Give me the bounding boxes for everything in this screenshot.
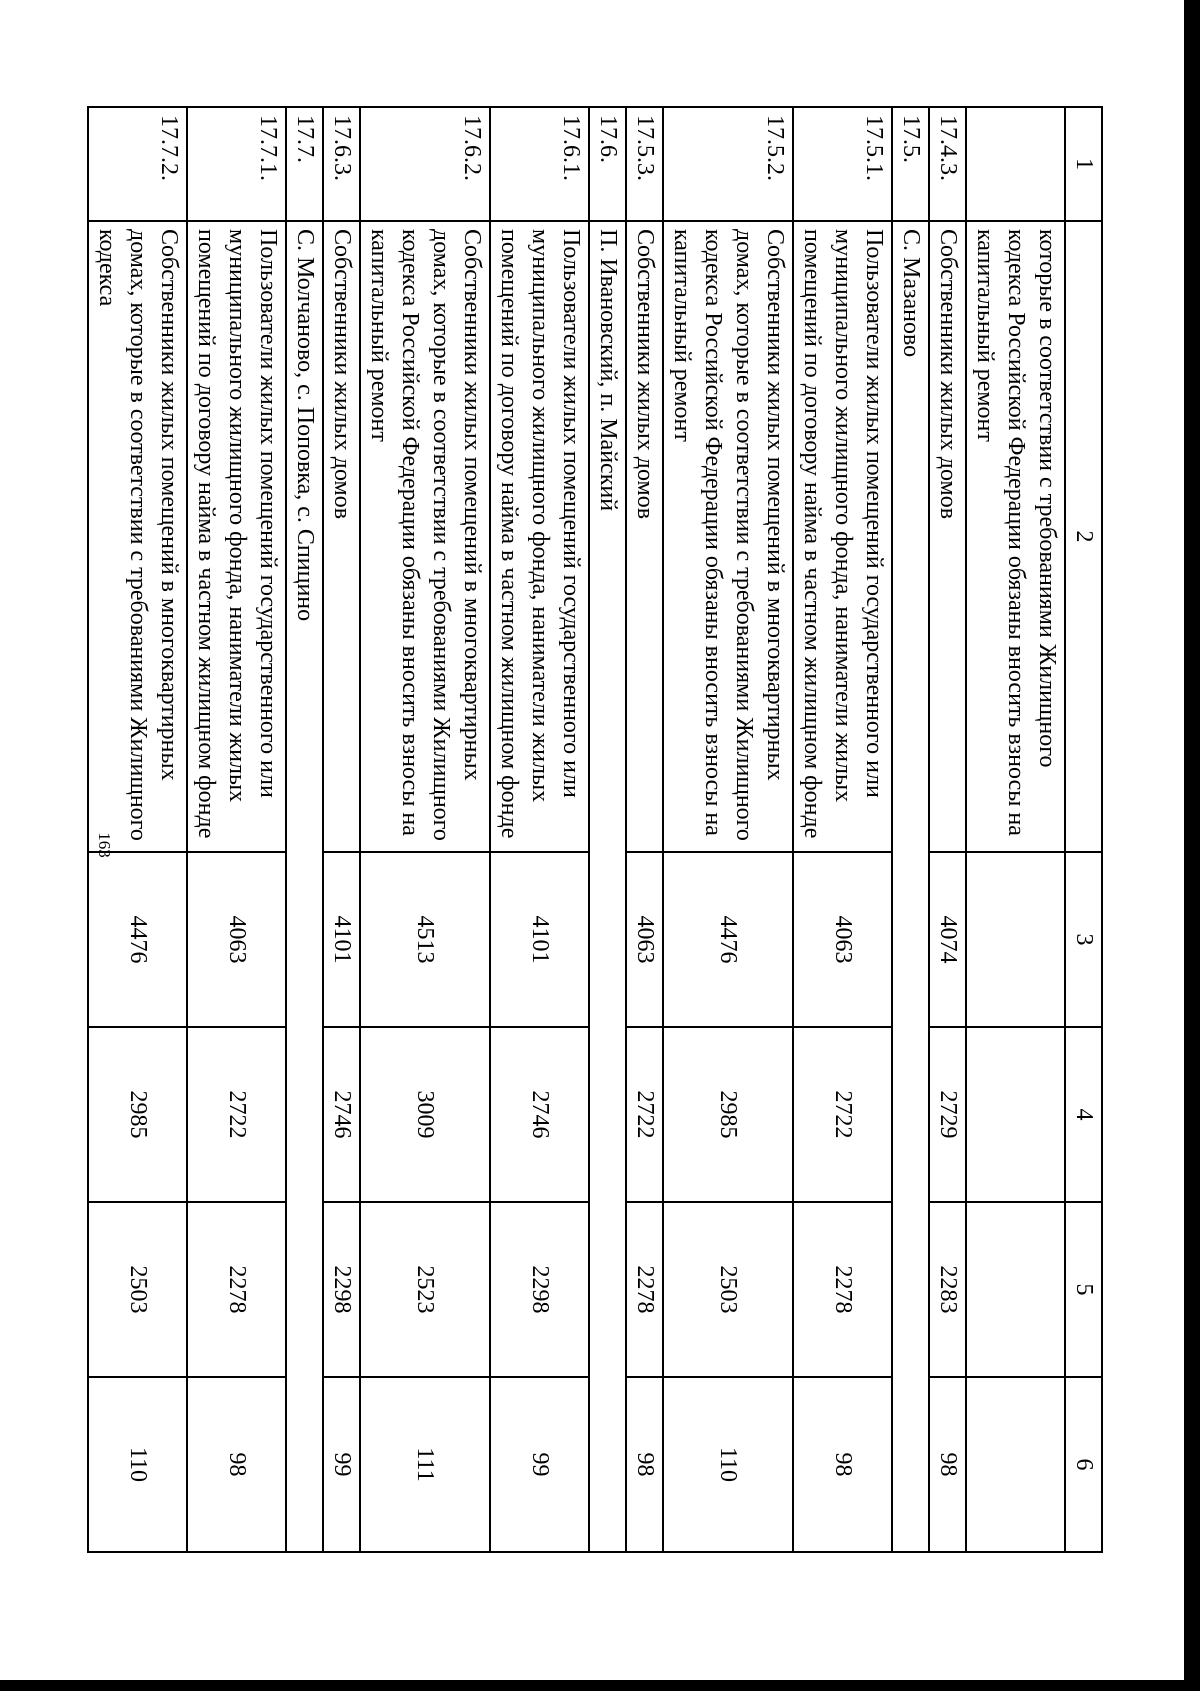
header-col-1: 1 <box>1065 107 1102 221</box>
row-code <box>966 107 1065 221</box>
row-col3 <box>966 852 1065 1027</box>
row-description: Пользователи жилых помещений государственного или муниципального жилищного фонда, наниматели жилых помещений по договору найма в частном жилищном фонде <box>187 221 286 852</box>
row-col4: 3009 <box>360 1027 490 1202</box>
row-col3: 4074 <box>929 852 966 1027</box>
row-code: 17.6. <box>589 107 626 221</box>
row-col3: 4513 <box>360 852 490 1027</box>
row-col5: 2278 <box>187 1202 286 1377</box>
table-row <box>187 107 286 1552</box>
table-row <box>966 107 1065 1552</box>
tariff-table <box>87 106 1103 1553</box>
row-code: 17.6.3. <box>323 107 360 221</box>
row-code: 17.5. <box>892 107 929 221</box>
row-code: 17.7.1. <box>187 107 286 221</box>
row-col6: 98 <box>626 1377 663 1552</box>
row-col5: 2298 <box>323 1202 360 1377</box>
row-col5 <box>966 1202 1065 1377</box>
header-col-2: 2 <box>1065 221 1102 852</box>
table-row <box>793 107 892 1552</box>
header-col-4: 4 <box>1065 1027 1102 1202</box>
row-description: которые в соответствии с требованиями Жилищного кодекса Российской Федерации обязаны вносить взносы на капитальный ремонт <box>966 221 1065 852</box>
table-row <box>929 107 966 1552</box>
table-row <box>663 107 793 1552</box>
table-row-section <box>589 107 626 1552</box>
row-code: 17.4.3. <box>929 107 966 221</box>
row-code: 17.7. <box>286 107 323 221</box>
table-row-section <box>892 107 929 1552</box>
header-col-5: 5 <box>1065 1202 1102 1377</box>
row-col3: 4063 <box>626 852 663 1027</box>
row-col4: 2722 <box>793 1027 892 1202</box>
row-col5: 2283 <box>929 1202 966 1377</box>
row-col4 <box>966 1027 1065 1202</box>
row-description: Собственники жилых домов <box>323 221 360 852</box>
row-col6: 110 <box>88 1377 187 1552</box>
row-description: Пользователи жилых помещений государственного или муниципального жилищного фонда, наниматели жилых помещений по договору найма в частном жилищном фонде <box>490 221 589 852</box>
row-col3: 4063 <box>187 852 286 1027</box>
row-col4: 2722 <box>626 1027 663 1202</box>
row-col5: 2278 <box>793 1202 892 1377</box>
row-code: 17.5.3. <box>626 107 663 221</box>
row-section-title: С. Мазаново <box>892 221 929 1552</box>
table-header <box>1065 107 1102 1552</box>
row-col3: 4101 <box>323 852 360 1027</box>
row-section-title: С. Молчаново, с. Поповка, с. Спицино <box>286 221 323 1552</box>
row-col6: 98 <box>929 1377 966 1552</box>
header-row <box>1065 107 1102 1552</box>
row-col4: 2985 <box>88 1027 187 1202</box>
row-col6: 98 <box>793 1377 892 1552</box>
row-col6 <box>966 1377 1065 1552</box>
row-col5: 2523 <box>360 1202 490 1377</box>
row-col3: 4063 <box>793 852 892 1027</box>
row-col6: 110 <box>663 1377 793 1552</box>
row-col5: 2298 <box>490 1202 589 1377</box>
row-description: Собственники жилых помещений в многоквартирных домах, которые в соответствии с требованиями Жилищного кодекса Российской Федерации обязаны вносить взносы на капитальный ремонт <box>663 221 793 852</box>
row-section-title: П. Ивановский, п. Майский <box>589 221 626 1552</box>
row-code: 17.6.1. <box>490 107 589 221</box>
row-description: Собственники жилых домов <box>929 221 966 852</box>
page-number: 163 <box>95 832 114 858</box>
row-code: 17.6.2. <box>360 107 490 221</box>
row-col4: 2985 <box>663 1027 793 1202</box>
row-col4: 2746 <box>490 1027 589 1202</box>
scan-border-bottom <box>0 1680 1200 1691</box>
table-row <box>360 107 490 1552</box>
table-row-section <box>286 107 323 1552</box>
row-col3: 4101 <box>490 852 589 1027</box>
table-row <box>490 107 589 1552</box>
table-row <box>323 107 360 1552</box>
row-description: Собственники жилых помещений в многоквартирных домах, которые в соответствии с требованиями Жилищного кодекса Российской Федерации обязаны вносить взносы на капитальный ремонт <box>360 221 490 852</box>
row-col5: 2503 <box>88 1202 187 1377</box>
row-col4: 2746 <box>323 1027 360 1202</box>
row-description: Собственники жилых домов <box>626 221 663 852</box>
row-col3: 4476 <box>88 852 187 1027</box>
table-row <box>626 107 663 1552</box>
row-description: Собственники жилых помещений в многоквартирных домах, которые в соответствии с требованиями Жилищного кодекса <box>88 221 187 852</box>
row-col6: 111 <box>360 1377 490 1552</box>
row-col3: 4476 <box>663 852 793 1027</box>
row-col6: 98 <box>187 1377 286 1552</box>
row-description: Пользователи жилых помещений государственного или муниципального жилищного фонда, наниматели жилых помещений по договору найма в частном жилищном фонде <box>793 221 892 852</box>
row-col4: 2729 <box>929 1027 966 1202</box>
table-body <box>88 107 1065 1552</box>
scan-border-right <box>1184 0 1200 1691</box>
row-code: 17.5.2. <box>663 107 793 221</box>
row-col4: 2722 <box>187 1027 286 1202</box>
row-code: 17.7.2. <box>88 107 187 221</box>
row-col5: 2503 <box>663 1202 793 1377</box>
table-row <box>88 107 187 1552</box>
header-col-3: 3 <box>1065 852 1102 1027</box>
row-col5: 2278 <box>626 1202 663 1377</box>
row-col6: 99 <box>490 1377 589 1552</box>
row-code: 17.5.1. <box>793 107 892 221</box>
row-col6: 99 <box>323 1377 360 1552</box>
header-col-6: 6 <box>1065 1377 1102 1552</box>
